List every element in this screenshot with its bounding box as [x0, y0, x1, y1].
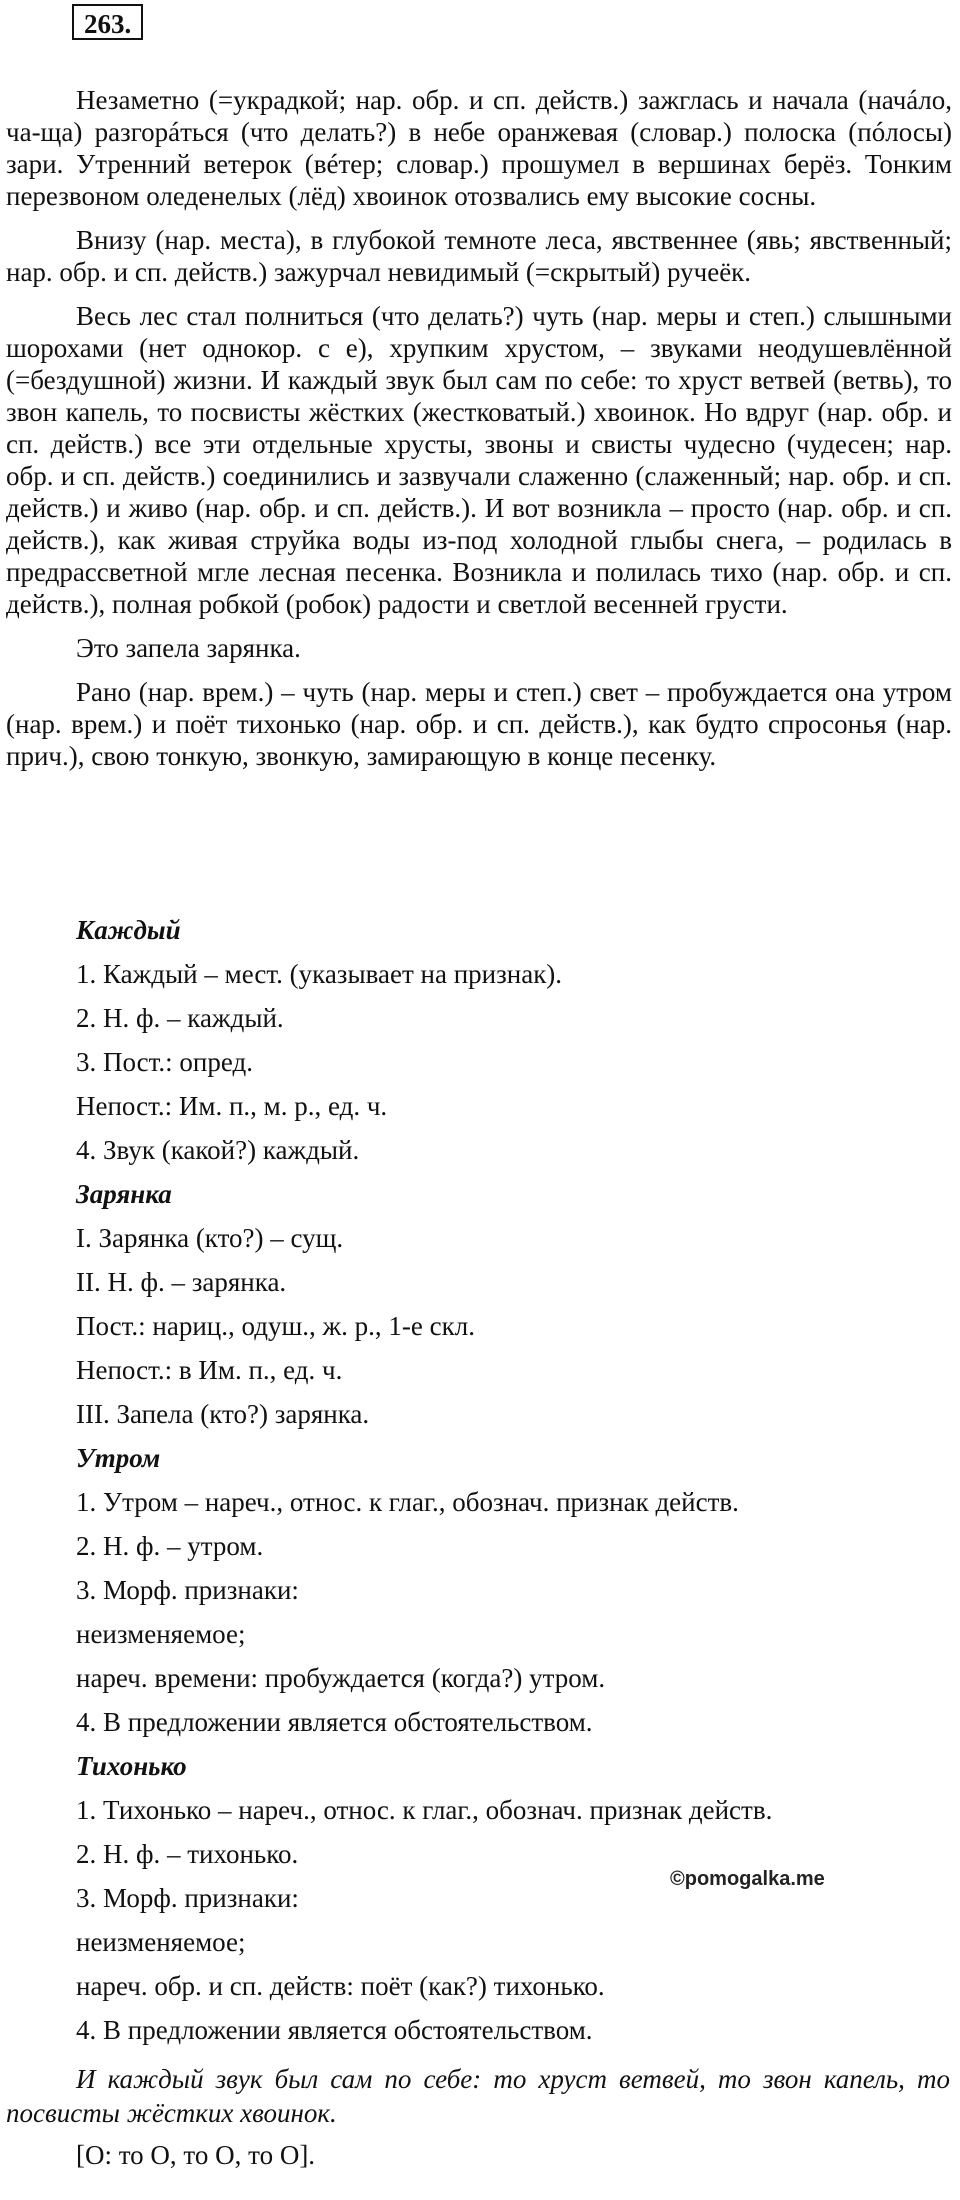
- analysis-line: 3. Морф. признаки:: [76, 1883, 299, 1913]
- analysis-heading-tikhonko: Тихонько: [76, 1751, 187, 1781]
- analysis-line: 2. Н. ф. – каждый.: [76, 1003, 284, 1033]
- sentence-scheme-block: [6, 2062, 950, 2172]
- analysis-line: 2. Н. ф. – тихонько.: [76, 1839, 299, 1869]
- example-sentence: И каждый звук был сам по себе: то хруст ветвей, то звон капель, то посвисты жёстких хвоинок.: [6, 2064, 950, 2128]
- analysis-line: нареч. обр. и сп. действ: поёт (как?) тихонько.: [76, 1971, 605, 2001]
- analysis-line: II. Н. ф. – зарянка.: [76, 1267, 287, 1297]
- analysis-line: 3. Морф. признаки:: [76, 1575, 299, 1605]
- sentence-scheme: [О: то О, то О, то О].: [76, 2140, 316, 2170]
- exercise-text: [6, 84, 952, 772]
- analysis-line: 1. Каждый – мест. (указывает на признак).: [76, 959, 563, 989]
- analysis-line: 4. В предложении является обстоятельством.: [76, 2015, 593, 2045]
- analysis-line: I. Зарянка (кто?) – сущ.: [76, 1223, 344, 1253]
- analysis-line: III. Запела (кто?) зарянка.: [76, 1399, 370, 1429]
- analysis-line: 2. Н. ф. – утром.: [76, 1531, 264, 1561]
- analysis-line: Непост.: Им. п., м. р., ед. ч.: [76, 1091, 388, 1121]
- exercise-number: 263.: [72, 4, 143, 40]
- analysis-line: 4. В предложении является обстоятельством.: [76, 1707, 593, 1737]
- analysis-line: неизменяемое;: [76, 1619, 246, 1649]
- analysis-heading-kazhdyi: Каждый: [76, 915, 181, 945]
- analysis-line: Пост.: нариц., одуш., ж. р., 1-е скл.: [76, 1311, 475, 1341]
- text-paragraph-4: Это запела зарянка.: [76, 633, 301, 663]
- analysis-line: 1. Утром – нареч., относ. к глаг., обознач. признак действ.: [76, 1487, 739, 1517]
- watermark: ©pomogalka.me: [670, 1868, 825, 1890]
- text-paragraph-1: Незаметно (=украдкой; нар. обр. и сп. действ.) зажглась и начала (начáло, ча-ща) разгорáться (что делать?) в небе оранжевая (словар.) полоска (пóлосы) зари. Утренний ветерок (вéтер; словар.) прошумел в вершинах берёз. Тонким перезвоном оледенелых (лёд) хвоинок отозвались ему высокие сосны.: [6, 85, 952, 211]
- analysis-heading-zaryanka: Зарянка: [76, 1179, 172, 1209]
- analysis-line: 1. Тихонько – нареч., относ. к глаг., обознач. признак действ.: [76, 1795, 773, 1825]
- analysis-line: 4. Звук (какой?) каждый.: [76, 1135, 360, 1165]
- analysis-line: 3. Пост.: опред.: [76, 1047, 253, 1077]
- analysis-heading-utrom: Утром: [76, 1443, 161, 1473]
- text-paragraph-3: Весь лес стал полниться (что делать?) чуть (нар. меры и степ.) слышными шорохами (нет однокор. с е), хрупким хрустом, – звуками неодушевлённой (=бездушной) жизни. И каждый звук был сам по себе: то хруст ветвей (ветвь), то звон капель, то посвисты жёстких (жестковатый.) хвоинок. Но вдруг (нар. обр. и сп. действ.) все эти отдельные хрусты, звоны и свисты чудесно (чудесен; нар. обр. и сп. действ.) соединились и зазвучали слаженно (слаженный; нар. обр. и сп. действ.) и живо (нар. обр. и сп. действ.). И вот возникла – просто (нар. обр. и сп. действ.), как живая струйка воды из-под холодной глыбы снега, – родилась в предрассветной мгле лесная песенка. Возникла и полилась тихо (нар. обр. и сп. действ.), полная робкой (робок) радости и светлой весенней грусти.: [6, 301, 952, 619]
- analysis-line: Непост.: в Им. п., ед. ч.: [76, 1355, 343, 1385]
- text-paragraph-2: Внизу (нар. места), в глубокой темноте леса, явственнее (явь; явственный; нар. обр. и сп. действ.) зажурчал невидимый (=скрытый) ручеёк.: [6, 225, 952, 287]
- text-paragraph-5: Рано (нар. врем.) – чуть (нар. меры и степ.) свет – пробуждается она утром (нар. врем.) и поёт тихонько (нар. обр. и сп. действ.), как будто спросонья (нар. прич.), свою тонкую, звонкую, замирающую в конце песенку.: [6, 677, 952, 771]
- analysis-line: неизменяемое;: [76, 1927, 246, 1957]
- analysis-line: нареч. времени: пробуждается (когда?) утром.: [76, 1663, 606, 1693]
